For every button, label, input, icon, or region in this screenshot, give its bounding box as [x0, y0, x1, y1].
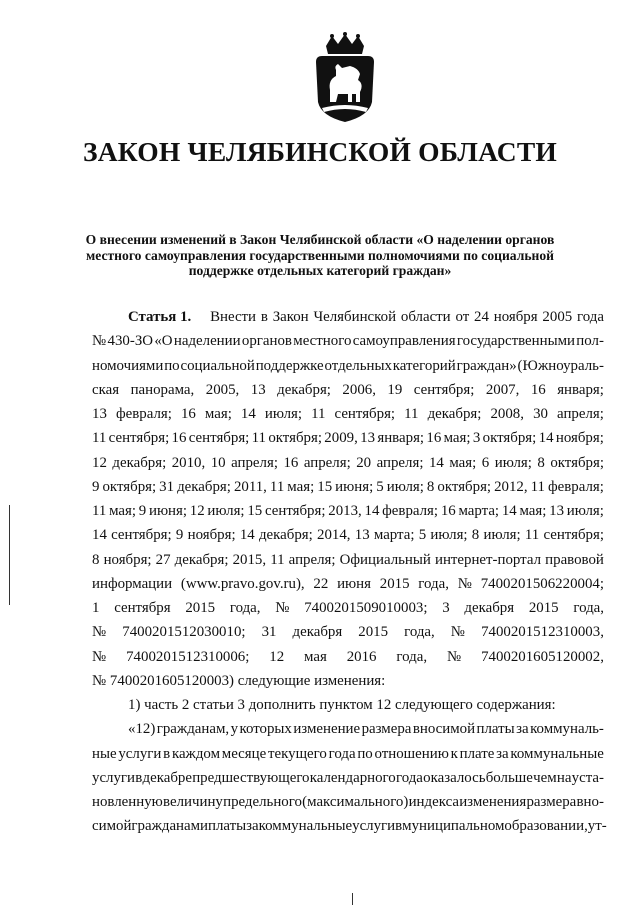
- word: (www.pravo.gov.ru),: [180, 575, 305, 592]
- word: 7400201512310006;: [126, 648, 250, 665]
- word: 7400201506220004;: [480, 575, 604, 592]
- word: №: [450, 624, 466, 641]
- word: 2011,: [233, 478, 267, 495]
- article-body: [92, 305, 607, 839]
- word: года,: [229, 600, 261, 616]
- word: сентября;: [334, 406, 396, 422]
- word: коммуналь-: [530, 721, 604, 738]
- word: за: [516, 721, 529, 738]
- word: декабря;: [112, 454, 167, 471]
- word: 11: [530, 478, 545, 495]
- chelyabinsk-coat-of-arms-emblem: [314, 32, 376, 124]
- scan-margin-mark: [9, 505, 10, 605]
- subtitle-line: поддержке отдельных категорий граждан»: [188, 263, 452, 278]
- word: ноября;: [187, 527, 236, 544]
- word: №: [275, 600, 290, 616]
- word: новленную: [92, 794, 163, 810]
- word: ноября;: [555, 430, 604, 447]
- word: уста-: [571, 769, 604, 786]
- word: размера: [526, 794, 577, 810]
- word: 2015: [185, 600, 216, 616]
- word: 12: [189, 503, 205, 519]
- word: февраля;: [115, 406, 172, 422]
- word: к: [450, 745, 458, 762]
- word: 2009,: [324, 430, 358, 447]
- word: апреля;: [288, 551, 336, 568]
- word: апреля;: [557, 406, 604, 422]
- text-line: [92, 645, 604, 669]
- word: Внести: [210, 309, 257, 325]
- word: Челябинской: [313, 309, 397, 325]
- word: 8: [471, 527, 480, 544]
- word: ноября;: [103, 551, 152, 568]
- law-subtitle: [70, 232, 570, 279]
- word: местного: [293, 333, 352, 350]
- word: 16: [171, 430, 187, 447]
- word: декабря;: [277, 381, 331, 398]
- text-line: [92, 451, 604, 475]
- word: декабря;: [174, 551, 229, 568]
- word: ноября: [493, 309, 538, 325]
- word: 13: [360, 430, 376, 447]
- word: апреля;: [303, 454, 351, 471]
- word: интернет-портал: [434, 551, 542, 568]
- word: года: [328, 745, 356, 762]
- word: декабря: [292, 624, 343, 641]
- text-line: [92, 572, 604, 596]
- word: сентября: [114, 600, 171, 616]
- word: 2015: [528, 600, 559, 616]
- word: пол-: [576, 333, 604, 350]
- word: 12: [269, 648, 285, 665]
- text-line: [92, 354, 604, 378]
- word: 14: [501, 503, 517, 519]
- word: года: [395, 769, 423, 786]
- word: июля;: [207, 503, 245, 519]
- word: 7400201605120002,: [481, 648, 604, 665]
- text-line: [92, 790, 604, 814]
- word: 19: [387, 381, 403, 398]
- word: 2015: [379, 575, 410, 592]
- word: 2015,: [232, 551, 267, 568]
- word: в: [260, 309, 268, 325]
- word: 14: [364, 503, 380, 519]
- word: 11: [92, 503, 107, 519]
- word: июля;: [430, 527, 468, 544]
- word: года,: [573, 600, 604, 616]
- text-line: [92, 596, 604, 620]
- word: 2012,: [494, 478, 528, 495]
- word: панорама,: [130, 381, 195, 398]
- word: декабря;: [427, 406, 482, 422]
- quote-first-line: [92, 717, 604, 741]
- word: ные: [92, 745, 117, 762]
- word: 5: [376, 478, 384, 495]
- word: декабря;: [177, 478, 231, 495]
- word: 2014,: [317, 527, 351, 544]
- word: гражданам,: [156, 721, 230, 738]
- word: гражданами: [131, 818, 209, 835]
- word: 3: [442, 600, 450, 616]
- word: 9: [175, 527, 184, 544]
- word: Официальный: [339, 551, 431, 568]
- word: в: [163, 745, 171, 762]
- word: индекса: [408, 794, 459, 810]
- word: 24: [474, 309, 489, 325]
- word: коммунальные: [510, 745, 604, 762]
- word: мая;: [287, 478, 315, 495]
- word: июня: [337, 575, 371, 592]
- word: октября;: [550, 454, 604, 471]
- word: 2005,: [205, 381, 240, 398]
- word: вно-: [576, 794, 604, 810]
- word: 14: [428, 454, 444, 471]
- word: текущего: [268, 745, 327, 762]
- text-line: [92, 499, 604, 523]
- word: 11: [524, 527, 540, 544]
- word: января;: [557, 381, 604, 398]
- word: января;: [377, 430, 425, 447]
- text-line: [92, 329, 604, 353]
- word: 16: [530, 381, 546, 398]
- word: 2008,: [490, 406, 524, 422]
- word: ут-: [587, 818, 607, 835]
- word: 27: [155, 551, 171, 568]
- word: симой: [92, 818, 132, 835]
- word: 30: [533, 406, 548, 422]
- word: июля;: [483, 527, 521, 544]
- word: изменение: [293, 721, 361, 738]
- word: наделении: [173, 333, 241, 350]
- word: 13: [354, 527, 370, 544]
- word: февраля;: [548, 478, 604, 495]
- word: от: [455, 309, 470, 325]
- word: Закон: [272, 309, 309, 325]
- word: июля;: [566, 503, 604, 519]
- word: правовой: [545, 551, 604, 568]
- text-line: [92, 475, 604, 499]
- word: 2006,: [342, 381, 376, 398]
- word: «12): [128, 721, 156, 738]
- word: услуги: [118, 745, 162, 762]
- subtitle-line: местного самоуправления государственными полномочиями по социальной: [86, 247, 554, 263]
- word: 12: [92, 454, 107, 471]
- word: июля;: [494, 454, 532, 471]
- quote-text-lines: [92, 742, 607, 839]
- word: вносимой: [412, 721, 476, 738]
- word: 11: [311, 406, 326, 422]
- word: 2007,: [485, 381, 520, 398]
- word: (Южноураль-: [517, 357, 604, 374]
- subtitle-line: О внесении изменений в Закон Челябинской области «О наделении органов: [85, 232, 555, 247]
- word: 14: [239, 527, 255, 544]
- word: июня;: [335, 478, 374, 495]
- word: 3: [472, 430, 481, 447]
- word: №: [446, 648, 462, 665]
- word: отдельных: [324, 357, 392, 374]
- word: 7400201512030010;: [122, 624, 246, 641]
- word: месяце: [221, 745, 267, 762]
- word: номочиями: [92, 357, 164, 374]
- word: услуги: [92, 769, 136, 786]
- word: предельного: [223, 794, 302, 810]
- document-title: ЗАКОН ЧЕЛЯБИНСКОЙ ОБЛАСТИ: [83, 136, 557, 167]
- word: государственными: [456, 333, 575, 350]
- word: изменения: [459, 794, 527, 810]
- word: 11: [270, 551, 285, 568]
- word: 2005: [542, 309, 573, 325]
- word: 15: [317, 478, 333, 495]
- word: самоуправления: [352, 333, 456, 350]
- word: больше: [485, 769, 533, 786]
- word: 11: [251, 430, 266, 447]
- word: мая: [304, 648, 327, 665]
- word: сентября;: [108, 430, 170, 447]
- word: 14: [240, 406, 256, 422]
- word: сентября;: [543, 527, 604, 544]
- word: февраля;: [382, 503, 439, 519]
- word: апреля;: [376, 454, 424, 471]
- word: плате: [459, 745, 495, 762]
- word: мая;: [109, 503, 137, 519]
- word: 430-ЗО: [107, 333, 154, 350]
- text-line: [92, 548, 604, 572]
- word: №: [92, 648, 107, 665]
- word: 16: [426, 430, 442, 447]
- word: октября;: [268, 430, 322, 447]
- word: у: [230, 721, 239, 738]
- word: июля;: [386, 478, 424, 495]
- article-label: Статья 1.: [128, 309, 192, 325]
- word: «О: [154, 333, 173, 350]
- word: в: [395, 818, 403, 835]
- word: платы: [476, 721, 515, 738]
- word: за: [246, 818, 259, 835]
- word: 8: [426, 478, 435, 495]
- word: июня;: [148, 503, 188, 519]
- word: ская: [92, 381, 120, 398]
- word: платы: [208, 818, 247, 835]
- word: 11: [92, 430, 107, 447]
- word: 8: [92, 551, 100, 568]
- word: предшествующего: [192, 769, 310, 786]
- word: мая;: [519, 503, 547, 519]
- word: года,: [404, 624, 435, 641]
- article-last-line: № 7400201605120003) следующие изменения:: [92, 672, 386, 689]
- word: 2016: [346, 648, 377, 665]
- word: 6: [481, 454, 490, 471]
- word: категорий: [392, 357, 456, 374]
- word: октября;: [102, 478, 157, 495]
- word: марта;: [373, 527, 415, 544]
- word: 16: [440, 503, 456, 519]
- word: 10: [210, 454, 226, 471]
- word: органов: [241, 333, 292, 350]
- text-line: [92, 378, 604, 402]
- word: которых: [239, 721, 292, 738]
- word: каждом: [171, 745, 221, 762]
- word: декабре: [142, 769, 192, 786]
- item-1-line: 1) часть 2 статьи 3 дополнить пунктом 12 следующего содержания:: [128, 697, 556, 713]
- word: 14: [538, 430, 554, 447]
- word: года,: [396, 648, 428, 665]
- word: 15: [247, 503, 263, 519]
- word: марта;: [458, 503, 500, 519]
- word: образовании,: [504, 818, 588, 835]
- word: отношению: [374, 745, 449, 762]
- text-line: [92, 426, 604, 450]
- word: услуги: [352, 818, 396, 835]
- word: 31: [261, 624, 277, 641]
- word: 16: [283, 454, 299, 471]
- word: на: [556, 769, 572, 786]
- word: мая;: [443, 430, 471, 447]
- word: 9: [138, 503, 147, 519]
- word: чем: [533, 769, 557, 786]
- word: 7400201512310003,: [481, 624, 604, 641]
- word: мая;: [449, 454, 477, 471]
- word: 22: [313, 575, 329, 592]
- word: величину: [163, 794, 223, 810]
- word: 9: [92, 478, 100, 495]
- word: года: [577, 309, 604, 325]
- word: 31: [159, 478, 175, 495]
- word: апреля;: [231, 454, 278, 471]
- word: 2013,: [328, 503, 362, 519]
- word: 2015: [358, 624, 389, 641]
- word: по: [357, 745, 373, 762]
- word: сентября;: [413, 381, 475, 398]
- word: информации: [92, 575, 173, 592]
- word: оказалось: [423, 769, 486, 786]
- word: №: [92, 624, 107, 641]
- word: сентября;: [188, 430, 250, 447]
- word: социальной: [180, 357, 255, 374]
- word: №: [92, 333, 107, 350]
- word: 20: [356, 454, 372, 471]
- word: области: [400, 309, 451, 325]
- word: (максимального): [302, 794, 409, 810]
- word: по: [164, 357, 180, 374]
- word: граждан»: [456, 357, 517, 374]
- text-line: [92, 620, 604, 644]
- word: 13: [250, 381, 266, 398]
- word: сентября;: [264, 503, 326, 519]
- word: декабря;: [258, 527, 313, 544]
- word: 11: [404, 406, 419, 422]
- text-line: [92, 523, 604, 547]
- word: 7400201509010003;: [304, 600, 428, 616]
- text-line: [92, 402, 604, 426]
- word: за: [496, 745, 509, 762]
- text-line: [92, 814, 607, 838]
- word: 13: [549, 503, 565, 519]
- scan-margin-mark: [352, 893, 353, 905]
- word: июля;: [264, 406, 303, 422]
- word: года,: [418, 575, 449, 592]
- word: октября;: [482, 430, 537, 447]
- word: календарного: [309, 769, 396, 786]
- word: 13: [92, 406, 107, 422]
- word: в: [135, 769, 143, 786]
- word: 5: [418, 527, 427, 544]
- word: сентября;: [111, 527, 172, 544]
- text-line: [92, 742, 604, 766]
- word: поддержке: [255, 357, 324, 374]
- word: коммунальные: [258, 818, 353, 835]
- word: размера: [361, 721, 412, 738]
- article-first-line: [92, 305, 604, 329]
- text-line: [92, 766, 604, 790]
- word: муниципальном: [402, 818, 505, 835]
- word: 8: [537, 454, 545, 471]
- word: №: [457, 575, 472, 592]
- word: 2010,: [171, 454, 206, 471]
- word: 11: [269, 478, 285, 495]
- article-text-lines: [92, 329, 604, 669]
- word: октября;: [437, 478, 492, 495]
- word: 1: [92, 600, 100, 616]
- word: декабря: [464, 600, 515, 616]
- word: мая;: [204, 406, 232, 422]
- word: 16: [180, 406, 196, 422]
- word: 14: [92, 527, 107, 544]
